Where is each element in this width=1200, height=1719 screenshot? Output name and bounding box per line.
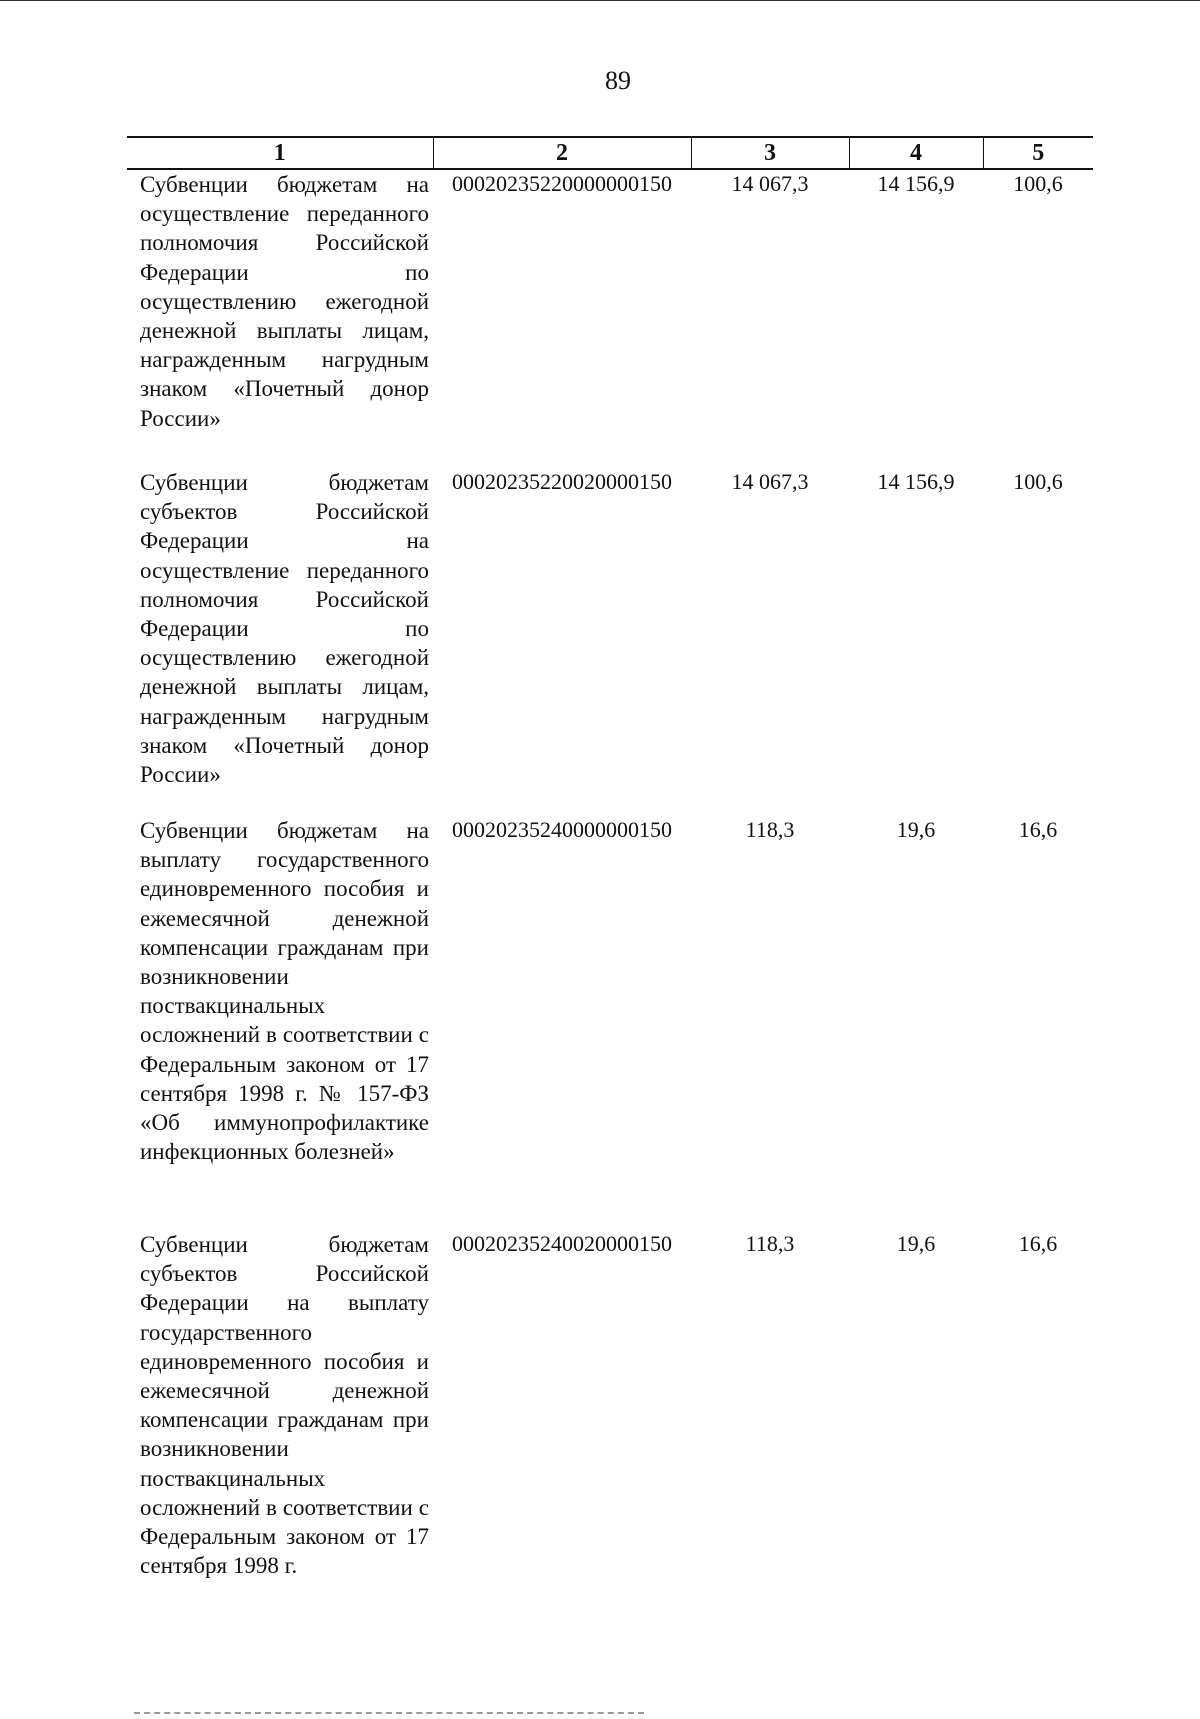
row-code-cell: 00020235220000000150	[452, 171, 672, 196]
subventions-table-wrapper	[127, 136, 1093, 1580]
row-name-cell: Субвенции бюджетам на осуществление переданного полномочия Российской Федерации по осуществлению ежегодной денежной выплаты лицам, награжденным нагрудным знаком «Почетный донор России»	[140, 172, 429, 431]
page-number: 89	[605, 66, 631, 95]
row-name-cell: Субвенции бюджетам на выплату государственного единовременного пособия и ежемесячной денежной компенсации гражданам при возникновении поствакцинальных осложнений в соответствии с Федеральным законом от 17 сентября 1998 г. № 157-ФЗ «Об иммунопрофилактике инфекционных болезней»	[140, 818, 429, 1165]
row-col3-cell: 14 067,3	[731, 469, 809, 494]
row-col4-cell: 19,6	[896, 817, 936, 842]
table-row	[127, 468, 1093, 816]
row-col3-cell: 14 067,3	[731, 171, 809, 196]
page-bottom-dashed-rule	[134, 1712, 644, 1714]
table-header-row	[127, 137, 1093, 169]
row-col5-cell: 100,6	[1013, 171, 1063, 196]
column-header-1: 1	[127, 137, 433, 169]
row-code-cell: 00020235220020000150	[452, 469, 672, 494]
row-col3-cell: 118,3	[745, 1231, 795, 1256]
column-header-3: 3	[691, 137, 849, 169]
table-row	[127, 1230, 1093, 1580]
row-name-cell: Субвенции бюджетам субъектов Российской Федерации на выплату государственного единовременного пособия и ежемесячной денежной компенсации гражданам при возникновении поствакцинальных осложнений в соответствии с Федеральным законом от 17 сентября 1998 г.	[140, 1232, 429, 1579]
column-header-4: 4	[849, 137, 983, 169]
row-col5-cell: 16,6	[1018, 1231, 1058, 1256]
column-header-2: 2	[433, 137, 691, 169]
row-name-cell: Субвенции бюджетам субъектов Российской Федерации на осуществление переданного полномочия Российской Федерации по осуществлению ежегодной денежной выплаты лицам, награжденным нагрудным знаком «Почетный донор России»	[140, 470, 429, 788]
page-top-edge	[0, 0, 1200, 1]
table-row	[127, 816, 1093, 1230]
row-code-cell: 00020235240000000150	[452, 817, 672, 842]
row-col4-cell: 14 156,9	[877, 469, 955, 494]
row-col4-cell: 14 156,9	[877, 171, 955, 196]
row-col4-cell: 19,6	[896, 1231, 936, 1256]
column-header-5: 5	[983, 137, 1093, 169]
row-col5-cell: 16,6	[1018, 817, 1058, 842]
subventions-table	[127, 136, 1093, 1580]
row-col3-cell: 118,3	[745, 817, 795, 842]
row-col5-cell: 100,6	[1013, 469, 1063, 494]
row-code-cell: 00020235240020000150	[452, 1231, 672, 1256]
table-row	[127, 169, 1093, 468]
